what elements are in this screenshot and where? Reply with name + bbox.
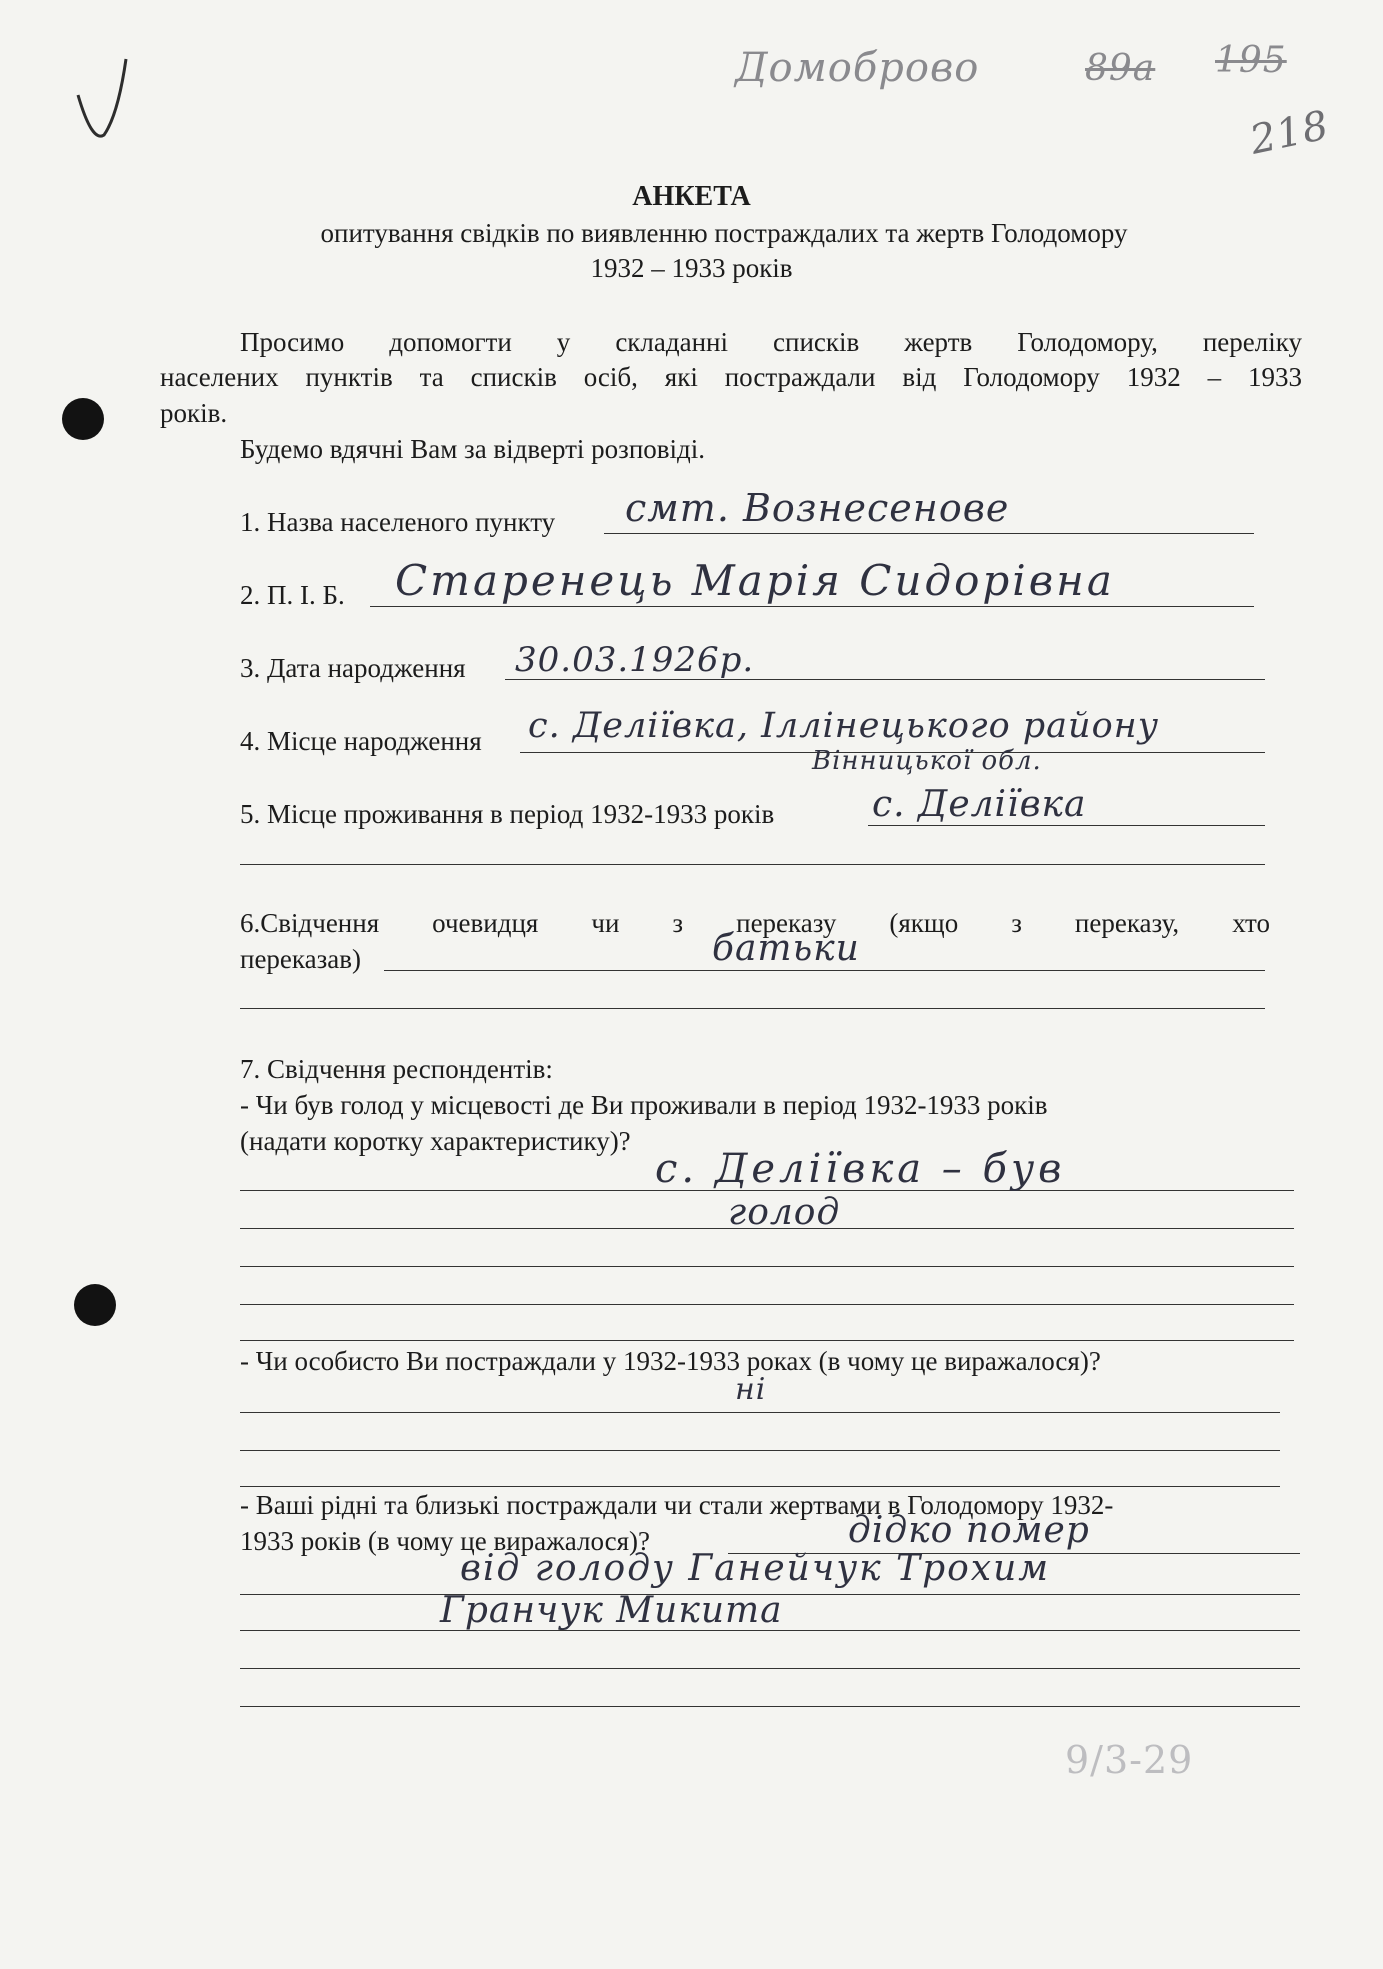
q5-extra-line <box>240 864 1265 865</box>
q6-underline <box>384 970 1265 971</box>
s7-q3-line-2: 1933 років (в чому це виражалося)? <box>240 1526 651 1556</box>
s7-q1-answer-2: голод <box>728 1192 841 1233</box>
q1-answer: смт. Вознесенове <box>625 486 1010 530</box>
q5-answer: с. Деліївка <box>872 784 1087 825</box>
checkmark-icon <box>70 55 150 145</box>
q6-label-line-2: переказав) <box>240 944 361 974</box>
q6-label-line-1: 6.Свідчення очевидця чи з переказу (якщо з переказу, хто <box>240 908 1270 938</box>
q6-extra-line <box>240 1008 1265 1009</box>
punch-hole-bottom <box>74 1284 116 1326</box>
s7-q2-line-a <box>240 1412 1280 1413</box>
q4-answer: с. Деліївка, Іллінецького району <box>528 706 1160 746</box>
section7-heading: 7. Свідчення респондентів: <box>240 1054 553 1084</box>
s7-q1-line-e <box>240 1340 1294 1341</box>
archive-number-note: 9/3-29 <box>1065 1738 1194 1782</box>
q3-answer: 30.03.1926р. <box>515 640 755 680</box>
intro-line-2: населених пунктів та списків осіб, які постраждали від Голодомору 1932 – 1933 <box>160 362 1302 392</box>
punch-hole-top <box>62 398 104 440</box>
document-subtitle: опитування свідків по виявленню постраждалих та жертв Голодомору <box>320 218 1128 248</box>
document-years: 1932 – 1933 років <box>590 253 793 283</box>
q2-underline <box>370 606 1254 607</box>
q6-answer: батьки <box>712 928 860 969</box>
s7-q2-line-b <box>240 1450 1280 1451</box>
intro-line-3: років. <box>160 398 228 428</box>
q5-underline <box>868 825 1265 826</box>
q5-label: 5. Місце проживання в період 1932-1933 років <box>240 799 775 829</box>
struck-number-1: 89а <box>1085 48 1156 89</box>
s7-q3-answer-2: від голоду Ганейчук Трохим <box>460 1548 1051 1589</box>
s7-q1-line-c <box>240 1266 1294 1267</box>
s7-q2-line: - Чи особисто Ви постраждали у 1932-1933 роках (в чому це виражалося)? <box>240 1346 1101 1376</box>
s7-q1-answer-1: с. Деліївка – був <box>655 1146 1066 1192</box>
q2-label: 2. П. І. Б. <box>240 580 345 610</box>
s7-q3-answer-3: Гранчук Микита <box>440 1590 783 1631</box>
s7-q1-line-1: - Чи був голод у місцевості де Ви проживали в період 1932-1933 років <box>240 1090 1048 1120</box>
s7-q3-line-1: - Ваші рідні та близькі постраждали чи стали жертвами в Голодомору 1932- <box>240 1490 1114 1520</box>
document-title: АНКЕТА <box>632 181 751 212</box>
number-note: 218 <box>1246 102 1334 164</box>
s7-q2-answer: ні <box>735 1372 767 1407</box>
s7-q1-line-d <box>240 1304 1294 1305</box>
s7-q3-line-d <box>240 1706 1300 1707</box>
intro-line-1: Просимо допомогти у складанні списків жертв Голодомору, переліку <box>240 327 1302 357</box>
struck-number-2: 195 <box>1215 40 1287 81</box>
q4-answer-2: Вінницької обл. <box>812 746 1042 776</box>
s7-q3-line-c <box>240 1668 1300 1669</box>
q3-label: 3. Дата народження <box>240 653 466 683</box>
s7-q3-answer-1: дідко помер <box>848 1510 1090 1551</box>
s7-q2-line-c <box>240 1486 1280 1487</box>
q1-underline <box>604 533 1254 534</box>
q1-label: 1. Назва населеного пункту <box>240 507 556 537</box>
s7-q1-line-2: (надати коротку характеристику)? <box>240 1126 631 1156</box>
q2-answer: Старенець Марія Сидорівна <box>395 556 1115 605</box>
q4-label: 4. Місце народження <box>240 726 482 756</box>
village-name-note: Домоброво <box>735 45 980 91</box>
intro-thanks: Будемо вдячні Вам за відверті розповіді. <box>240 434 706 464</box>
